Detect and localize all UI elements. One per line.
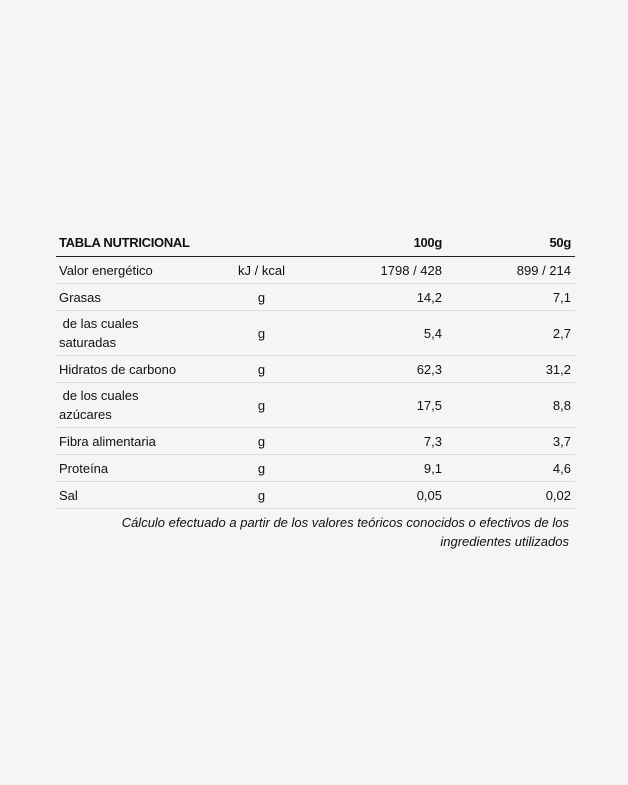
row-label: Fibra alimentaria <box>59 433 156 449</box>
table-row-carbohydrates <box>56 356 575 383</box>
header-per-100g: 100g <box>413 234 442 250</box>
row-label-line1: de los cuales <box>59 388 139 403</box>
row-value-100g: 9,1 <box>423 460 442 476</box>
row-value-50g: 2,7 <box>552 325 571 341</box>
footnote-line1: Cálculo efectuado a partir de los valores teóricos conocidos o efectivos de los <box>121 515 569 530</box>
row-unit: g <box>257 487 266 503</box>
row-value-50g: 8,8 <box>552 397 571 413</box>
row-value-100g: 1798 / 428 <box>380 262 442 278</box>
row-label: Valor energético <box>59 262 153 278</box>
table-row-protein <box>56 455 575 482</box>
row-value-100g: 14,2 <box>416 289 442 305</box>
table-row-salt <box>56 482 575 509</box>
header-title: TABLA NUTRICIONAL <box>59 234 190 250</box>
row-unit: g <box>257 361 266 377</box>
row-unit: g <box>257 325 266 341</box>
row-label-line2: azúcares <box>59 407 112 422</box>
row-unit: g <box>257 289 266 305</box>
footnote <box>56 513 575 551</box>
row-label: Sal <box>59 487 78 503</box>
row-label: Hidratos de carbono <box>59 361 177 377</box>
row-unit: g <box>257 460 266 476</box>
table-row-saturated-fat <box>56 311 575 356</box>
header-per-50g: 50g <box>549 234 571 250</box>
row-value-100g: 0,05 <box>416 487 442 503</box>
row-label: Proteína <box>59 460 109 476</box>
nutrition-table <box>56 228 575 551</box>
row-value-50g: 7,1 <box>552 289 571 305</box>
row-unit: g <box>257 397 266 413</box>
row-label: Grasas <box>59 289 101 305</box>
row-value-100g: 5,4 <box>423 325 442 341</box>
row-unit: kJ / kcal <box>238 262 285 278</box>
table-row-fat <box>56 284 575 311</box>
row-value-100g: 62,3 <box>416 361 442 377</box>
row-value-50g: 31,2 <box>545 361 571 377</box>
row-value-50g: 4,6 <box>552 460 571 476</box>
row-label <box>56 314 224 352</box>
row-label-line1: de las cuales <box>59 316 139 331</box>
row-value-50g: 0,02 <box>545 487 571 503</box>
table-row-fiber <box>56 428 575 455</box>
row-label <box>56 386 224 424</box>
row-value-50g: 3,7 <box>552 433 571 449</box>
row-value-100g: 17,5 <box>416 397 442 413</box>
row-value-50g: 899 / 214 <box>516 262 571 278</box>
footnote-line2: ingredientes utilizados <box>440 534 569 549</box>
table-row-energy <box>56 257 575 284</box>
table-header <box>56 228 575 257</box>
row-value-100g: 7,3 <box>423 433 442 449</box>
row-label-line2: saturadas <box>59 335 117 350</box>
row-unit: g <box>257 433 266 449</box>
table-row-sugars <box>56 383 575 428</box>
